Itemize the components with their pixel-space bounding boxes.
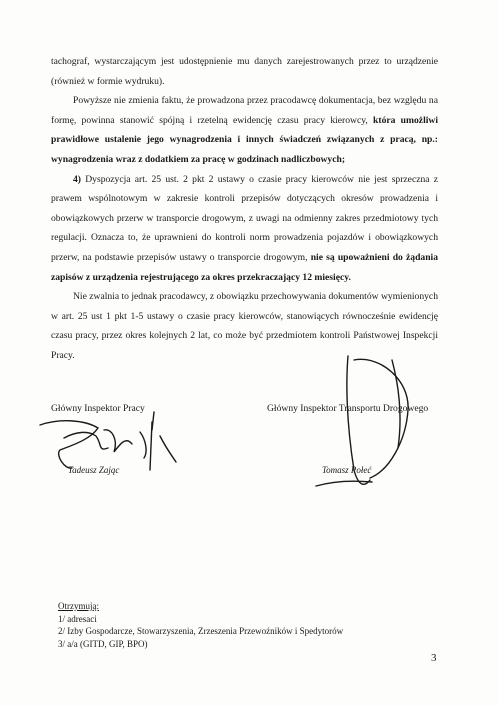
distribution-item: 2/ Izby Gospodarcze, Stowarzyszenia, Zrzeszenia Przewoźników i Spedytorów [58,626,344,636]
left-signatory-name: Tadeusz Zając [68,465,120,475]
distribution-item: 3/ a/a (GITD, GIP, BPO) [58,638,148,649]
distribution-list [58,600,343,650]
paragraph-3-number: 4) [73,173,86,185]
distribution-item: 1/ adresaci [58,613,97,624]
right-signatory-title: Główny Inspektor Transportu Drogowego [267,403,429,414]
paragraph-4: Nie zwalnia to jednak pracodawcy, z obowiązku przechowywania dokumentów wymienionych w art. 25 ust 1 pkt 1-5 ustawy o czasie pracy kierowców, stanowiących równocześnie ewidencję czasu pracy, przez okres kolejnych 2 lat, co może być przedmiotem kontroli Państwowej Inspekcji Pracy. [51,291,438,361]
left-signatory-title: Główny Inspektor Pracy [51,403,145,414]
paragraph-2-bold: która umożliwi prawidłowe ustalenie jego wynagrodzenia i innych świadczeń związanych z pracą, np.: wynagrodzenia wraz z dodatkiem za pracę w godzinach nadliczbowych; [51,114,438,165]
paragraph-2-text: Powyższe nie zmienia faktu, że prowadzona przez pracodawcę dokumentacja, bez względu na formę, powinna stanowić spójną i rzetelną ewidencję czasu pracy kierowcy, [51,95,438,126]
distribution-heading: Otrzymują: [58,601,99,611]
page-number: 3 [431,652,437,664]
right-signatory-name: Tomasz Połeć [322,465,372,475]
paragraph-3-bold: nie są upoważnieni do żądania zapisów z urządzenia rejestrującego za okres przekraczający 12 miesięcy. [51,251,438,283]
paragraph-3-text: Dyspozycja art. 25 ust. 2 pkt 2 ustawy o czasie pracy kierowców nie jest sprzeczna z prawem wspólnotowym w zakresie kontroli przepisów dotyczących okresów prowadzenia i obowiązkowych przerw w transporcie drogowym, z uwagi na odmienny zakres przedmiotowy tych regulacji. Oznacza to, że uprawnieni do kontroli norm prowadzenia pojazdów i obowiązkowych przerw, na podstawie przepisów ustawy o transporcie drogowym, [51,173,439,263]
paragraph-1: tachograf, wystarczającym jest udostępnienie mu danych zarejestrowanych przez to urządzenie (również w formie wydruku). [51,56,438,87]
left-signature [40,412,176,470]
